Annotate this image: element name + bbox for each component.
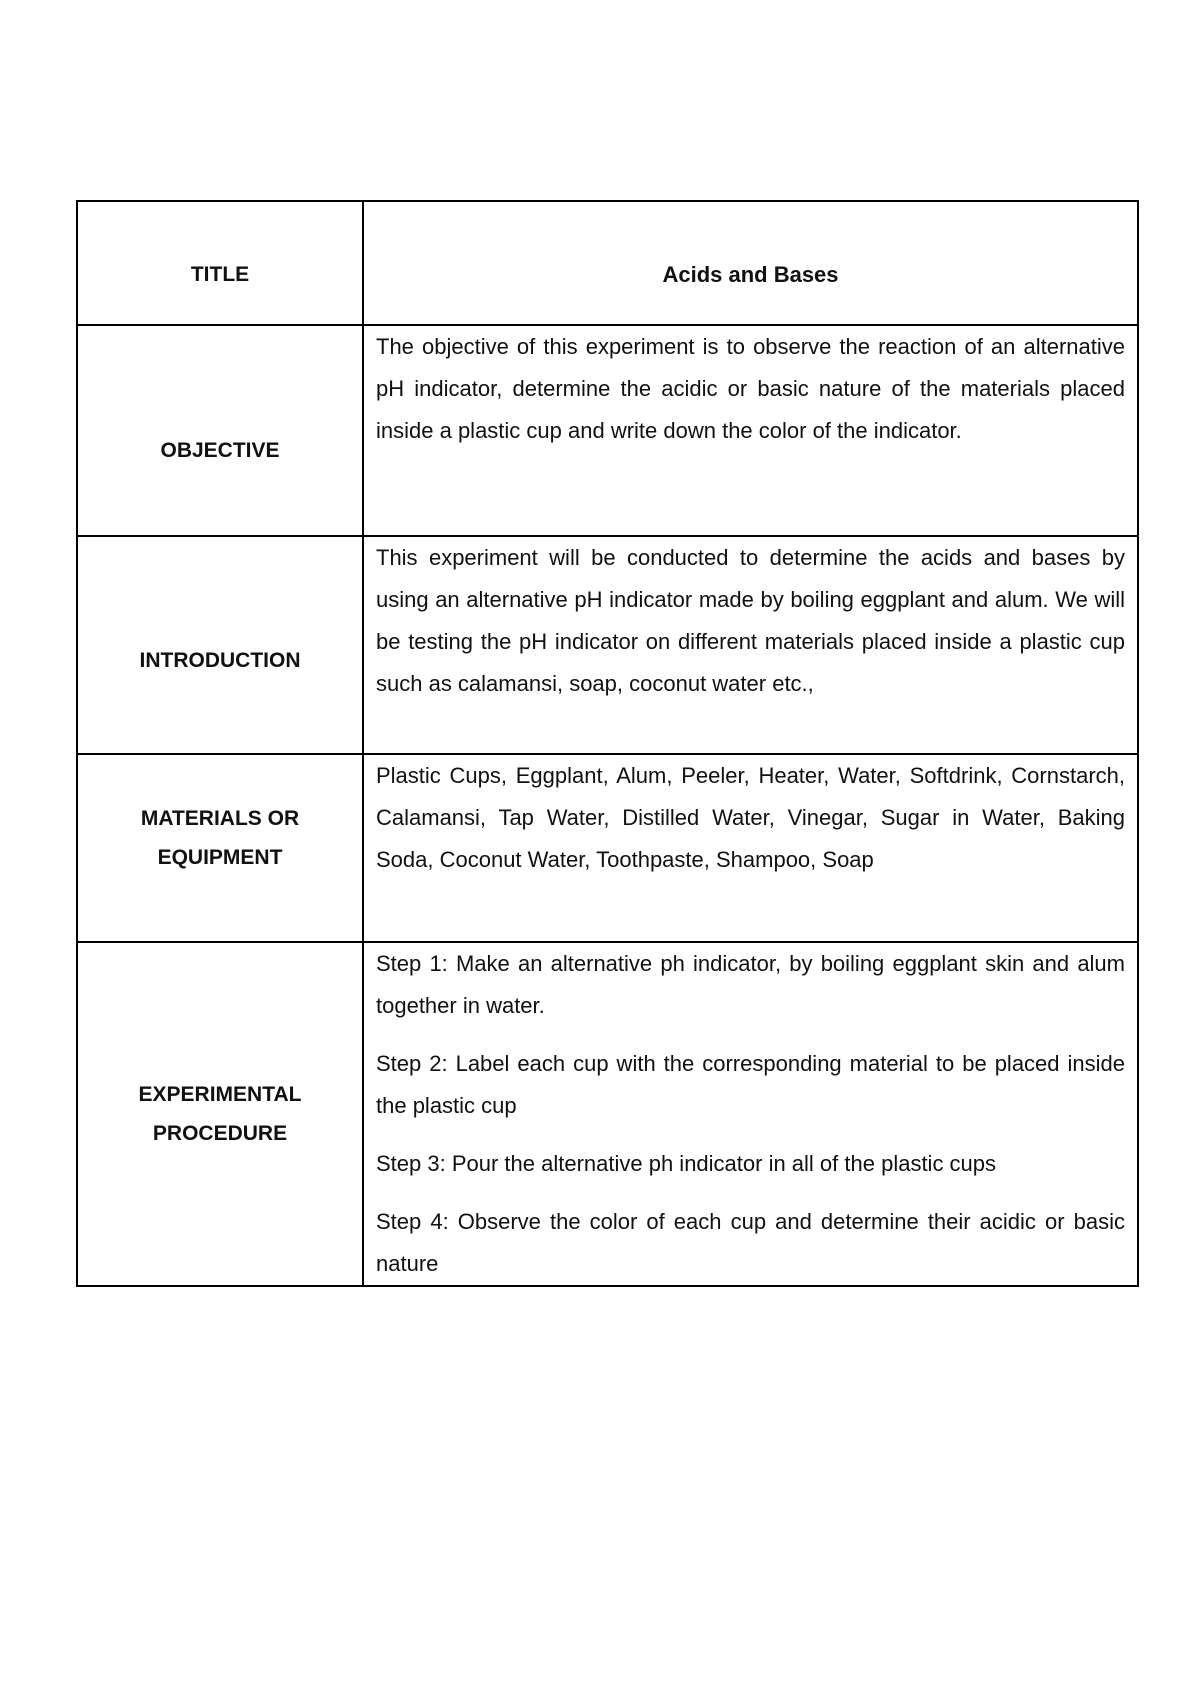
procedure-label-line1: EXPERIMENTAL	[138, 1083, 302, 1106]
procedure-content-cell	[363, 942, 1138, 1286]
procedure-label	[78, 1075, 362, 1153]
table-row-introduction	[77, 536, 1138, 754]
introduction-label: INTRODUCTION	[139, 648, 301, 672]
procedure-step-2: Step 2: Label each cup with the corresponding material to be placed inside the plastic cup	[376, 1051, 1125, 1118]
title-value-cell	[363, 201, 1138, 325]
procedure-step-3: Step 3: Pour the alternative ph indicator in all of the plastic cups	[376, 1151, 997, 1176]
materials-label	[78, 799, 362, 877]
report-title: Acids and Bases	[662, 262, 839, 287]
materials-label-line1: MATERIALS OR	[140, 807, 300, 830]
table-row-materials	[77, 754, 1138, 942]
objective-text: The objective of this experiment is to observe the reaction of an alternative pH indicator, determine the acidic or basic nature of the materials placed inside a plastic cup and write down the color of the indicator.	[376, 334, 1125, 443]
procedure-step-1: Step 1: Make an alternative ph indicator, by boiling eggplant skin and alum together in water.	[376, 951, 1125, 1018]
title-label-cell	[77, 201, 363, 325]
materials-content-cell	[363, 754, 1138, 942]
introduction-content-cell	[363, 536, 1138, 754]
procedure-label-line2: PROCEDURE	[152, 1122, 288, 1145]
table-row-title	[77, 201, 1138, 325]
introduction-text: This experiment will be conducted to determine the acids and bases by using an alternative pH indicator made by boiling eggplant and alum. We will be testing the pH indicator on different materials placed inside a plastic cup such as calamansi, soap, coconut water etc.,	[376, 545, 1125, 696]
lab-report-table	[76, 200, 1139, 1287]
objective-content-cell	[363, 325, 1138, 536]
introduction-label-cell	[77, 536, 363, 754]
materials-label-cell	[77, 754, 363, 942]
table-row-objective	[77, 325, 1138, 536]
table-row-procedure	[77, 942, 1138, 1286]
materials-label-line2: EQUIPMENT	[157, 846, 283, 869]
objective-label: OBJECTIVE	[160, 439, 280, 462]
title-label: TITLE	[190, 262, 250, 286]
materials-text: Plastic Cups, Eggplant, Alum, Peeler, Heater, Water, Softdrink, Cornstarch, Calamansi, Tap Water, Distilled Water, Vinegar, Sugar in Water, Baking Soda, Coconut Water, Toothpaste, Shampoo, Soap	[376, 763, 1125, 872]
procedure-step-4: Step 4: Observe the color of each cup and determine their acidic or basic nature	[376, 1209, 1125, 1276]
objective-label-cell	[77, 325, 363, 536]
procedure-label-cell	[77, 942, 363, 1286]
